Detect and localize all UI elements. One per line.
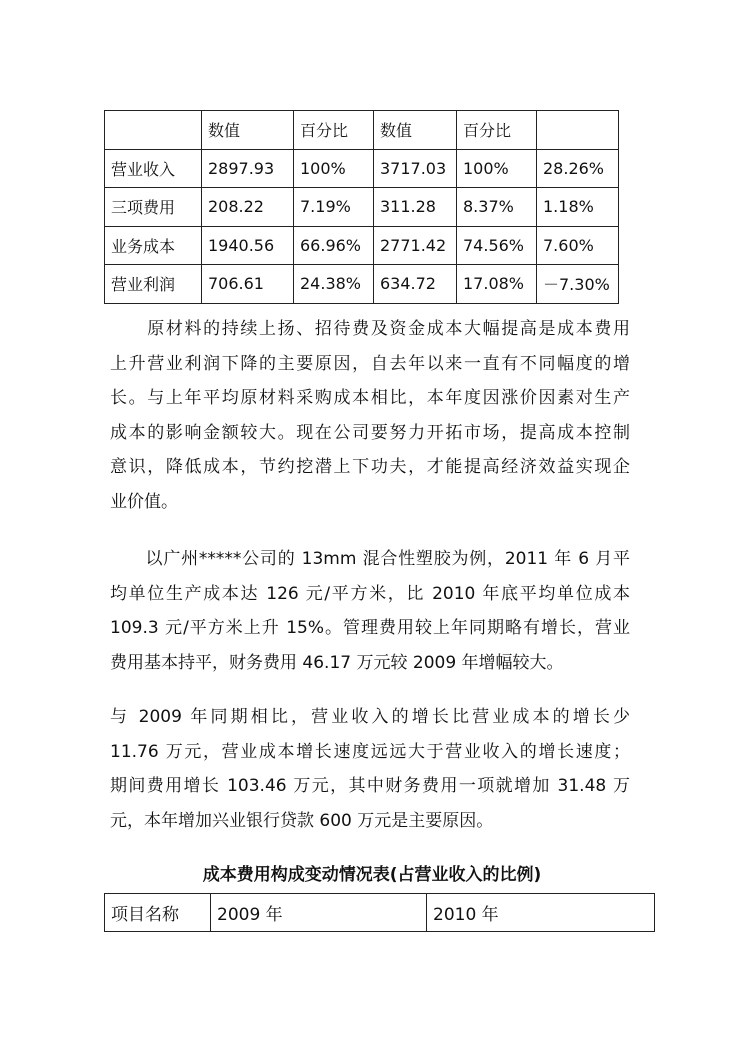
table-cell: 100% [294,149,374,188]
text-line: 109.3 元/平方米上升 15%。管理费用较上年同期略有增长，营业 [110,618,630,638]
text-line: 均单位生产成本达 126 元/平方米，比 2010 年底平均单位成本 [110,583,630,604]
table-cell: 706.61 [202,265,294,304]
table-cell: 1.18% [537,188,619,227]
text-line: 与 2009 年同期相比，营业收入的增长比营业成本的增长少 [110,707,630,727]
table-cell: 7.19% [294,188,374,227]
table-cell: 24.38% [294,265,374,304]
table-cell: 三项费用 [105,188,202,227]
table-cell: 634.72 [374,265,457,304]
table-cell: 数值 [374,111,457,150]
table-cell: 311.28 [374,188,457,227]
table-row [105,226,619,265]
table-cell: 营业收入 [105,149,202,188]
table-cell: 项目名称 [105,894,211,932]
table-cell [537,111,619,150]
cost-structure-table [104,893,655,932]
text-line: 成本的影响金额较大。现在公司要努力开拓市场，提高成本控制 [110,422,630,443]
table-cell: 营业利润 [105,265,202,304]
table-cell: 8.37% [457,188,537,227]
table-cell: 28.26% [537,149,619,188]
text-line: 费用基本持平，财务费用 46.17 万元较 2009 年增幅较大。 [110,652,564,673]
table-cell: 2897.93 [202,149,294,188]
text-line: 以广州*****公司的 13mm 混合性塑胶为例，2011 年 6 月平 [110,549,630,569]
table-cell: 2771.42 [374,226,457,265]
table-cell: 17.08% [457,265,537,304]
text-line: 业价值。 [110,491,178,512]
table-cell: 3717.03 [374,149,457,188]
table-cell: 74.56% [457,226,537,265]
table-row [105,265,619,304]
table-cell: 208.22 [202,188,294,227]
body-paragraph-comparison [110,700,630,838]
table-header-row [105,894,655,932]
table-cell: 业务成本 [105,226,202,265]
table-cell: 百分比 [457,111,537,150]
text-line: 原材料的持续上扬、招待费及资金成本大幅提高是成本费用 [110,319,630,339]
body-paragraph-cost-causes [110,312,630,519]
table-cell: 数值 [202,111,294,150]
text-line: 意识，降低成本，节约挖潜上下功夫，才能提高经济效益实现企 [110,457,630,477]
table-row [105,188,619,227]
table-cell: 1940.56 [202,226,294,265]
table-header-row [105,111,619,150]
table-cell: 7.60% [537,226,619,265]
text-line: 11.76 万元，营业成本增长速度远远大于营业收入的增长速度； [110,741,630,762]
text-line: 元，本年增加兴业银行贷款 600 万元是主要原因。 [110,810,494,831]
text-line: 期间费用增长 103.46 万元，其中财务费用一项就增加 31.48 万 [110,776,630,796]
text-line: 长。与上年平均原材料采购成本相比，本年度因涨价因素对生产 [110,388,630,408]
table-cell: 66.96% [294,226,374,265]
financial-comparison-table [104,110,619,304]
table-cell: －7.30% [537,265,619,304]
table-cell: 2009 年 [211,894,427,932]
table-cell: 2010 年 [427,894,655,932]
table-row [105,149,619,188]
table-caption: 成本费用构成变动情况表(占营业收入的比例) [202,865,542,885]
table-cell: 百分比 [294,111,374,150]
text-line: 上升营业利润下降的主要原因，自去年以来一直有不同幅度的增 [110,353,630,374]
body-paragraph-example [110,542,630,680]
table-cell [105,111,202,150]
table-cell: 100% [457,149,537,188]
